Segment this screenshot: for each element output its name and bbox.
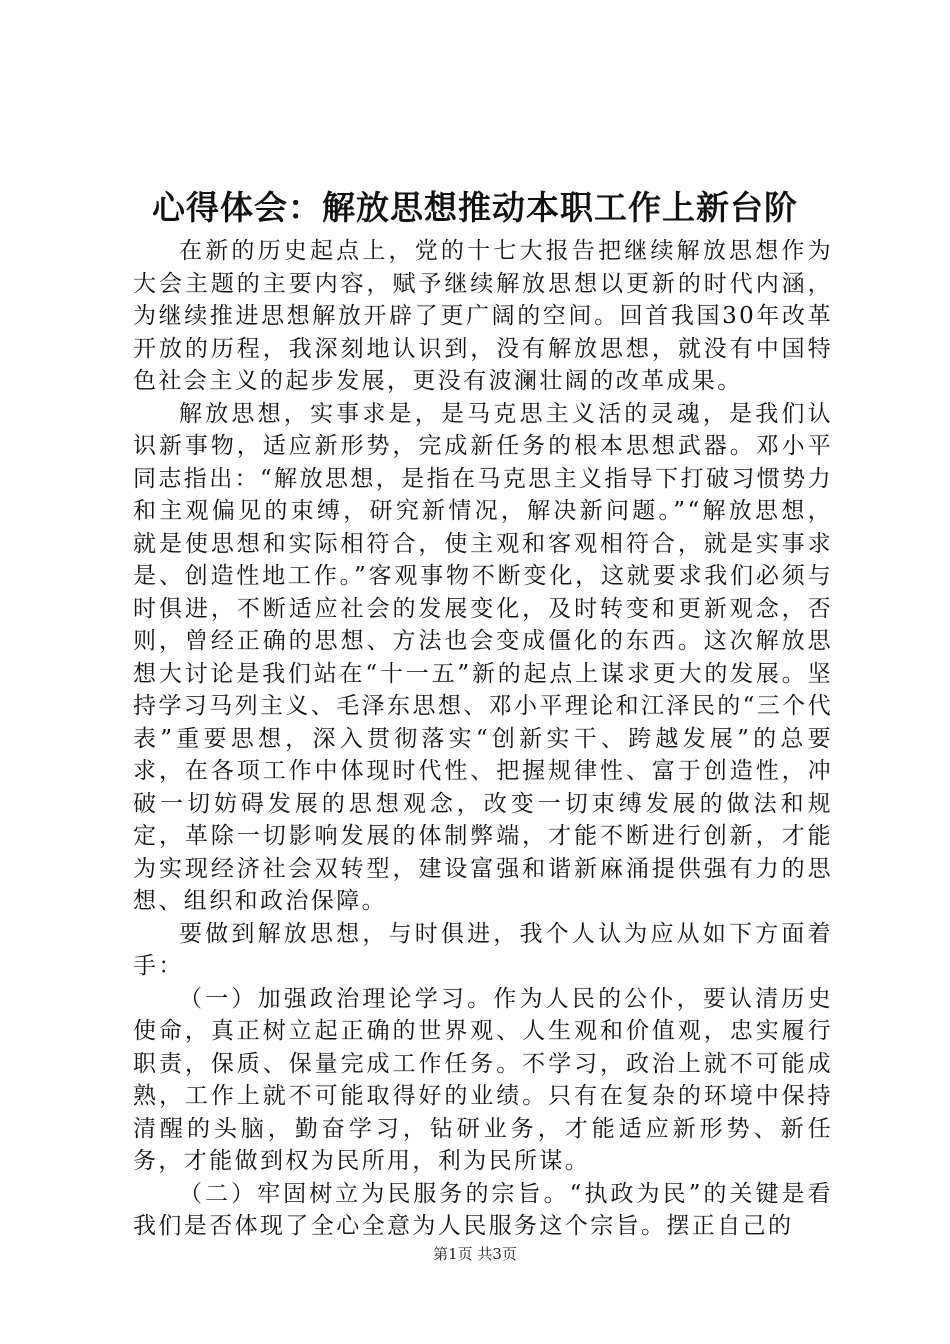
- paragraph-1: 在新的历史起点上，党的十七大报告把继续解放思想作为大会主题的主要内容，赋予继续解放思想以更新的时代内涵，为继续推进思想解放开辟了更广阔的空间。回首我国30年改革开放的历程，我深刻地认识到，没有解放思想，就没有中国特色社会主义的起步发展，更没有波澜壮阔的改革成果。: [133, 238, 833, 394]
- paragraph-5: （二）牢固树立为民服务的宗旨。“执政为民”的关键是看我们是否体现了全心全意为人民服务这个宗旨。摆正自己的: [133, 1180, 833, 1239]
- paragraph-4: （一）加强政治理论学习。作为人民的公仆，要认清历史使命，真正树立起正确的世界观、人生观和价值观，忠实履行职责，保质、保量完成工作任务。不学习，政治上就不可能成熟，工作上就不可能取得好的业绩。只有在复杂的环境中保持清醒的头脑，勤奋学习，钻研业务，才能适应新形势、新任务，才能做到权为民所用，利为民所谋。: [133, 985, 833, 1174]
- page-number-footer: 第1页 共3页: [433, 1245, 517, 1263]
- paragraph-2: 解放思想，实事求是，是马克思主义活的灵魂，是我们认识新事物，适应新形势，完成新任务的根本思想武器。邓小平同志指出：“解放思想，是指在马克思主义指导下打破习惯势力和主观偏见的束缚，研究新情况，解决新问题。”“解放思想，就是使思想和实际相符合，使主观和客观相符合，就是实事求是、创造性地工作。”客观事物不断变化，这就要求我们必须与时俱进，不断适应社会的发展变化，及时转变和更新观念，否则，曾经正确的思想、方法也会变成僵化的东西。这次解放思想大讨论是我们站在“十一五”新的起点上谋求更大的发展。坚持学习马列主义、毛泽东思想、邓小平理论和江泽民的“三个代表”重要思想，深入贯彻落实“创新实干、跨越发展”的总要求，在各项工作中体现时代性、把握规律性、富于创造性，冲破一切妨碍发展的思想观念，改变一切束缚发展的做法和规定，革除一切影响发展的体制弊端，才能不断进行创新，才能为实现经济社会双转型，建设富强和谐新麻涌提供强有力的思想、组织和政治保障。: [133, 400, 833, 914]
- paragraph-3: 要做到解放思想，与时俱进，我个人认为应从如下方面着手：: [133, 920, 833, 979]
- document-body: [133, 235, 833, 1243]
- document-title: 心得体会：解放思想推动本职工作上新台阶: [152, 188, 798, 227]
